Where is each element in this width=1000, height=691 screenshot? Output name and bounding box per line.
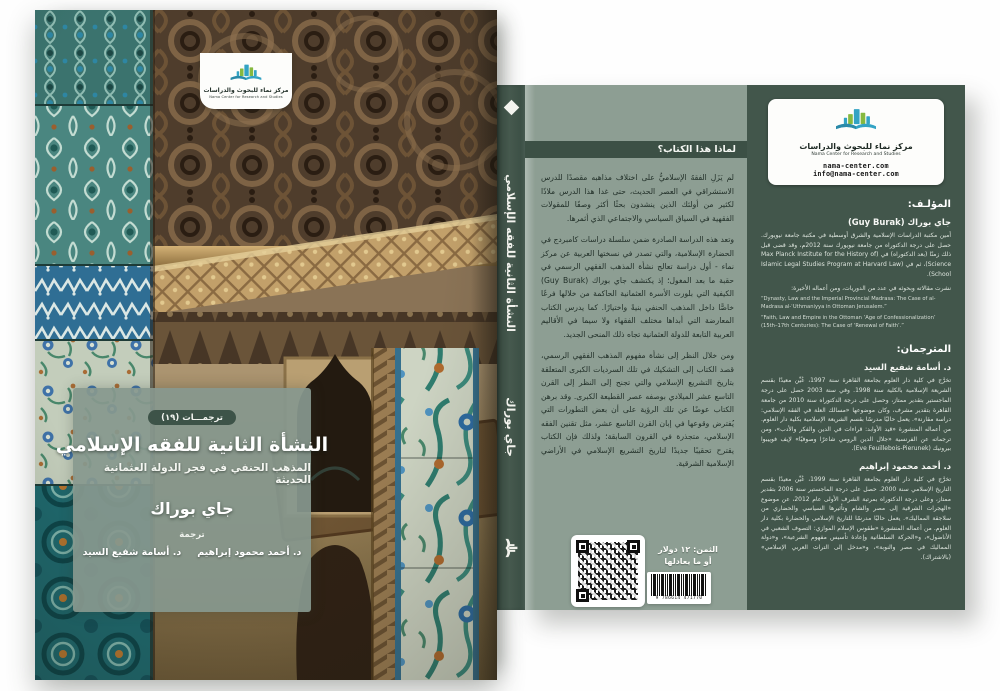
book-subtitle: المذهب الحنفي في فجر الدولة العثمانية الحديثة — [103, 462, 311, 486]
translator-1-name: د. أسامة شفيع السيد — [864, 362, 951, 373]
translation-label: ترجمة — [179, 530, 205, 540]
back-cover-main — [525, 85, 747, 610]
back-cover — [525, 85, 965, 610]
price-line-1: الثمن: ١٢ دولار — [658, 545, 718, 554]
qr-finder-icon — [627, 540, 640, 553]
barcode-bars — [651, 574, 707, 596]
blurb-paragraph: وتعد هذه الدراسة الصادرة ضمن سلسلة دراسات كامبردج في الحضارة الإسلامية، والتي تصدر في نسختها العربية عن مركز نماء - أول دراسة تعالج نشأة المذهب الفقهي الرسمي في حقبة ما بعد المغول؛ إذ يكتشف جاي بوراك (Guy Burak) الكيفية التي بلورت الأسرة العثمانية الحاكمة من خلالها فرعًا خاصًّا داخل المذهب الحنفي بنيةً واختيارًا. كما يدرس الكتاب المعارضة التي أبداها مختلف الفقهاء ولا سيما في الأقاليم العربية التابعة للدولة العثمانية تجاه ذلك المنحى الجديد. — [541, 235, 734, 339]
translator-2-bio: تخرَّج في كلية دار العلوم بجامعة القاهرة سنة 1999، عُيِّن معيدًا بقسم التاريخ الإسلامي سنة 2000. حصل على درجة الماجستير سنة 2006 بتقدير ممتاز، وعلى درجة الدكتوراه بمرتبة الشرف الأولى عام 2012، عن موضوع «الهجرات الشرقية إلى مصر والشام وتأثيرها السياسي والحضاري من سلاجقة المماليك». يعمل حاليًا مدرسًا للتاريخ الإسلامي والحضارة بكلية دار العلوم. من أعماله المنشورة «طقوس الإسلام الموازي: التصوف الشعبي في الأناضول»، و«الحركة السلطانية وإعادة تأسيس مفهوم الشرعية»، و«دولة المماليك في مصر والنوبة»، و«مدخل إلى التراث العربي الإسلامي» (بالاشتراك). — [761, 476, 951, 561]
spine-author: جاي بوراك — [504, 397, 518, 457]
front-cover — [35, 10, 497, 680]
back-blurb — [541, 171, 734, 471]
book-title: النشأة الثانية للفقه الإسلامي — [55, 434, 329, 456]
spine-diamond-icon — [503, 100, 519, 116]
author-section-header: المؤلـف: — [907, 199, 951, 210]
publisher-emblem-icon — [500, 537, 522, 559]
publisher-name-english: Nama Center for Research and Studies — [209, 95, 283, 99]
qr-finder-icon — [576, 540, 589, 553]
title-overlay-panel — [55, 388, 329, 612]
blurb-paragraph: ومن خلال النظر إلى نشأة مفهوم المذهب الفقهي الرسمي، قصد الكتاب إلى التشكيك في تلك السرديات الكبرى المتعلقة بتاريخ التشريع الإسلامي والتي تجنح إلى النظر إلى القرن التاسع عشر الميلادي بوصفه عصر القطيعة الكبرى. وقد برهن الكتاب عوضًا عن تلك الرؤية على أن بعض التطورات التي يُفترض وقوعها في إبان القرن التاسع عشر، مثل تقنين الفقه الإسلامي، متجذرة في القرون السابقة؛ ولذلك فإن الكتاب يقترح تحقيبًا جديدًا لتاريخ التشريع الإسلامي في الأراضي الإسلامية الشرقية. — [541, 351, 734, 469]
spine — [497, 85, 525, 610]
spine-title: النشأة الثانية للفقه الإسلامي — [504, 174, 518, 332]
publisher-email: info@nama-center.com — [813, 170, 899, 178]
publisher-name-arabic: مركز نماء للبحوث والدراسات — [203, 87, 289, 94]
nama-logo-icon — [228, 63, 264, 86]
qr-finder-icon — [576, 589, 589, 602]
author-name: جاي بوراك — [150, 499, 234, 518]
translator-2-name: د. أحمد محمود إبراهيم — [859, 461, 951, 472]
back-cover-bio-panel — [747, 85, 965, 610]
translator-1-bio: تخرَّج في كلية دار العلوم بجامعة القاهرة سنة 1997، عُيِّن معيدًا بقسم الشريعة الإسلامية بالكلية سنة 1998. وفي سنة 2003 حصل على درجة الماجستير بتقدير ممتاز، وحصل على درجة الدكتوراه سنة 2010 من جامعة القاهرة بتقدير مشرف، وكان موضوعها «مسالك العلة في الفقه الإسلامي: دراسة مقارنة». يعمل حاليًا مدرسًا بقسم الشريعة الإسلامية بكلية دار العلوم. من أعماله المنشورة «قيد الأوابد: قراءات في الدين والفكر والأدب»، ومن ترجماته عن الفرنسية «جلال الدين الرومي شاعرًا وصوفيًا» لإيف فوييبوا بيرونيك (Eve Feuillebois-Pierunek). — [761, 377, 951, 453]
author-works-intro: نشرت مقالاته وبحوثه في عدد من الدوريات، ومن أعماله الأخيرة: — [791, 284, 951, 292]
nama-logo-icon — [832, 107, 880, 137]
translator-left: د. أسامة شفيع السيد — [82, 547, 182, 558]
publisher-website: nama-center.com — [823, 162, 889, 170]
author-work-title: “Dynasty, Law and the Imperial Provincial Madrasa: The Case of al-Madrasa al-ʿUthmaniyya in Ottoman Jerusalem.” — [761, 296, 936, 310]
author-full-name: جاي بوراك (Guy Burak) — [847, 217, 951, 227]
publisher-name-arabic: مركز نماء للبحوث والدراسات — [799, 142, 913, 151]
price-line-2: أو ما يعادلها — [664, 556, 712, 566]
qr-code — [571, 535, 645, 607]
author-work-title: “Faith, Law and Empire in the Ottoman ‘Age of Confessionalization’ (15th–17th Centuries): The Case of ‘Renewal of Faith’.” — [761, 314, 936, 329]
translator-right: د. أحمد محمود إبراهيم — [197, 547, 302, 558]
barcode — [647, 572, 711, 604]
barcode-digits: 9 786614 471770 — [655, 596, 703, 601]
series-badge: ترجمـــات (١٩) — [148, 410, 236, 425]
price-label — [653, 544, 723, 567]
translators-line — [83, 547, 302, 558]
blurb-paragraph: لم يَزَلِ الفقهُ الإسلاميُّ على اختلاف مذاهبه مقصدًا للدرس الاستشراقي في العصر الحديث، حتى غدا هذا الدرس ملاذًا لكثير من أولئك الذين ينشدون بحثًا أكثر وصفًا للمقولات الفقهية في السياق السياسي والاجتماعي الذي أثمرها. — [541, 173, 734, 223]
publisher-card — [768, 99, 944, 185]
publisher-name-english: Nama Center for Research and Studies — [811, 152, 901, 157]
translators-section-header: المترجمان: — [896, 344, 951, 356]
publisher-tab — [200, 53, 292, 109]
why-this-book-header: لماذا هذا الكتاب؟ — [525, 141, 747, 158]
author-bio: أمين مكتبة الدراسات الإسلامية والشرق أوسطية في مكتبة جامعة نيويورك. حصل على درجة الدكتوراه من جامعة نيويورك سنة 2012م، وقد قضى قبل ذلك زمنًا (بعد الدكتوراه) في (Max Planck Institute for the History of Science)، ثم في (Islamic Legal Studies Program at Harvard Law School). — [761, 232, 952, 278]
